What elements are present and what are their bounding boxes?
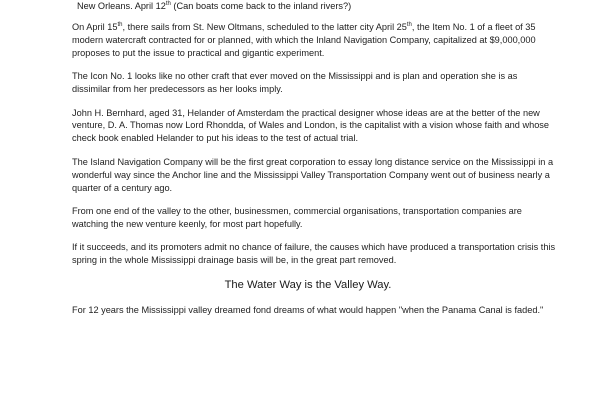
paragraph-5: From one end of the valley to the other, businessmen, commercial organisations, transportation companies are watching the new venture keenly, for most part hopefully. <box>72 205 522 229</box>
paragraph-3: John H. Bernhard, aged 31, Helander of Amsterdam the practical designer whose ideas are at the better of the new venture, D. A. Thomas now Lord Rhondda, of Wales and London, is the capitalist with a vision whose faith and whose check book enabled Helander to put his ideas to the test of actual trial. <box>72 107 550 144</box>
article-body <box>72 21 558 327</box>
dateline-superscript: th <box>165 0 171 7</box>
paragraph-1-part-b: , there sails from St. New Oltmans, scheduled to the latter city April 25 <box>122 22 407 32</box>
paragraph-1-part-a: On April 15 <box>72 22 118 32</box>
paragraph-1-part-c: , the Item No. 1 of a fleet of 35 modern watercraft contracted for or planned, with which the Inland Navigation Company, capitalized at $9,000,000 proposes to put the issue to practical and gigantic experiment. <box>72 22 536 58</box>
paragraph-1-sup-b: th <box>406 21 412 28</box>
dateline-header <box>77 0 351 12</box>
paragraph-2: The Icon No. 1 looks like no other craft that ever moved on the Mississippi and is plan and operation she is as dissimilar from her predecessors as her looks imply. <box>72 71 518 95</box>
paragraph-7: For 12 years the Mississippi valley dreamed fond dreams of what would happen "when the Panama Canal is faded." <box>72 304 544 315</box>
paragraph-1-sup-a: th <box>117 21 123 28</box>
paragraph-4: The Island Navigation Company will be the first great corporation to essay long distance service on the Mississippi in a wonderful way since the Anchor line and the Mississippi Valley Transportation Company went out of business nearly a quarter of a century ago. <box>72 156 554 193</box>
dateline-text: New Orleans. April 12 <box>77 1 166 11</box>
section-subheading: The Water Way is the Valley Way. <box>224 278 392 291</box>
paragraph-1 <box>72 21 558 60</box>
dateline-subtitle: (Can boats come back to the inland rivers?) <box>170 1 352 11</box>
paragraph-6: If it succeeds, and its promoters admit no chance of failure, the causes which have produced a transportation crisis this spring in the whole Mississippi drainage basis will be, in the great part removed. <box>72 242 556 266</box>
